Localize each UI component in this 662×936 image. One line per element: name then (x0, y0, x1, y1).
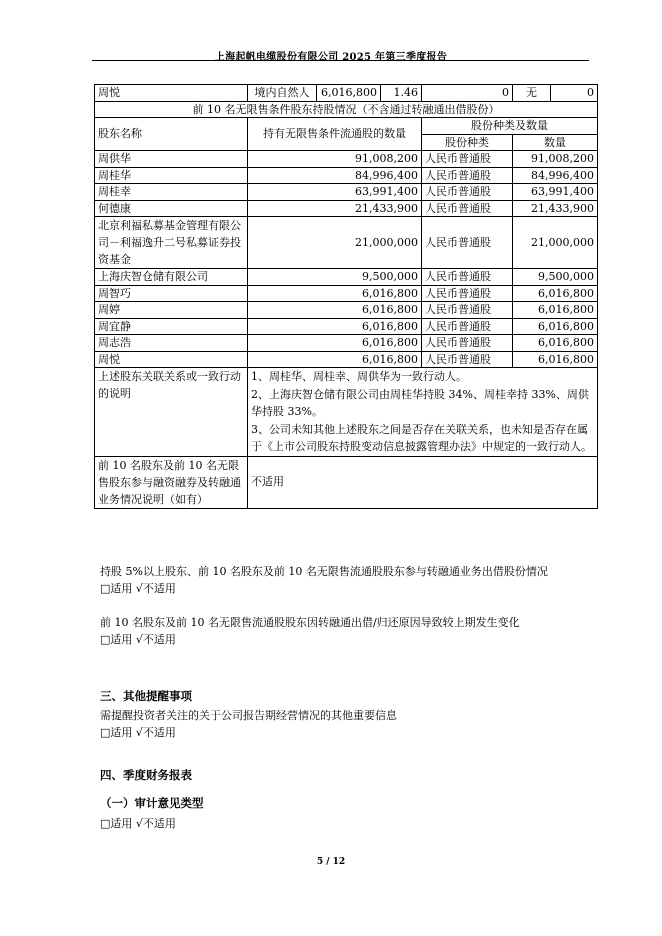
relation-line: 3、公司未知其他上述股东之间是否存在关联关系，也未知是否存在属于《上市公司股东持股变动信息披露管理办法》中规定的一致行动人。 (251, 422, 592, 453)
top-row-pledge-count: 0 (551, 85, 598, 102)
holder-count: 91,008,200 (513, 151, 598, 168)
holder-count: 6,016,800 (513, 335, 598, 352)
holder-name: 周智巧 (95, 285, 248, 302)
holder-name: 北京利福私募基金管理有限公司－利福逸升二号私募证券投资基金 (95, 217, 248, 269)
holder-name: 周桂幸 (95, 184, 248, 201)
holder-count: 9,500,000 (513, 269, 598, 286)
col-header-type-group: 股份种类及数量 (422, 118, 598, 135)
holder-qty: 6,016,800 (248, 302, 422, 319)
holder-count: 21,000,000 (513, 217, 598, 269)
holder-name: 周志浩 (95, 335, 248, 352)
table-row (95, 151, 598, 168)
top-row-pledge-status: 无 (513, 85, 551, 102)
change-options: □适用 √不适用 (100, 633, 176, 646)
relation-description (248, 368, 598, 457)
holder-count: 6,016,800 (513, 318, 598, 335)
section-financials (100, 767, 204, 832)
section-reminders (100, 688, 397, 741)
margin-trading-label: 前 10 名股东及前 10 名无限售股东参与融资融券及转融通业务情况说明（如有） (95, 456, 248, 508)
holder-name: 周供华 (95, 151, 248, 168)
top-row-shares: 6,016,800 (317, 85, 381, 102)
table-row (95, 318, 598, 335)
table-row (95, 302, 598, 319)
reminders-heading: 三、其他提醒事项 (100, 689, 192, 703)
col-header-type: 股份种类 (422, 134, 513, 151)
holder-qty: 21,433,900 (248, 200, 422, 217)
change-text: 前 10 名股东及前 10 名无限售流通股股东因转融通出借/归还原因导致较上期发生变化 (100, 616, 520, 629)
holder-type: 人民币普通股 (422, 184, 513, 201)
holder-count: 6,016,800 (513, 285, 598, 302)
holder-qty: 9,500,000 (248, 269, 422, 286)
holder-qty: 6,016,800 (248, 318, 422, 335)
holder-qty: 6,016,800 (248, 335, 422, 352)
holder-name: 何德康 (95, 200, 248, 217)
audit-opinion-heading: （一）审计意见类型 (100, 796, 204, 810)
table-row (95, 85, 598, 102)
financials-heading: 四、季度财务报表 (100, 768, 192, 782)
holder-type: 人民币普通股 (422, 335, 513, 352)
holder-type: 人民币普通股 (422, 285, 513, 302)
holder-type: 人民币普通股 (422, 351, 513, 368)
section-title: 前 10 名无限售条件股东持股情况（不含通过转融通出借股份） (95, 101, 598, 118)
holder-name: 周悦 (95, 351, 248, 368)
table-row (95, 285, 598, 302)
holder-type: 人民币普通股 (422, 318, 513, 335)
page-number: 5 / 12 (316, 857, 346, 867)
reminders-options: □适用 √不适用 (100, 726, 176, 739)
holder-count: 84,996,400 (513, 167, 598, 184)
holder-qty: 6,016,800 (248, 285, 422, 302)
holder-type: 人民币普通股 (422, 167, 513, 184)
relation-line: 1、周桂华、周桂幸、周供华为一致行动人。 (251, 370, 467, 383)
relation-line: 2、上海庆智仓储有限公司由周桂华持股 34%、周桂幸持 33%、周供华持股 33%。 (251, 387, 589, 418)
holder-qty: 91,008,200 (248, 151, 422, 168)
table-row (95, 217, 598, 269)
col-header-qty: 持有无限售条件流通股的数量 (248, 118, 422, 151)
holder-name: 周宜静 (95, 318, 248, 335)
table-row (95, 335, 598, 352)
table-row (95, 200, 598, 217)
holder-count: 6,016,800 (513, 302, 598, 319)
holder-count: 63,991,400 (513, 184, 598, 201)
holder-type: 人民币普通股 (422, 302, 513, 319)
holder-qty: 6,016,800 (248, 351, 422, 368)
holder-qty: 21,000,000 (248, 217, 422, 269)
top-row-ratio: 1.46 (381, 85, 422, 102)
table-row (95, 167, 598, 184)
section-change (100, 614, 520, 648)
top-row-nature: 境内自然人 (248, 85, 317, 102)
holder-name: 周婷 (95, 302, 248, 319)
holder-type: 人民币普通股 (422, 200, 513, 217)
holder-name: 上海庆智仓储有限公司 (95, 269, 248, 286)
header-rule (92, 60, 589, 61)
audit-opinion-options: □适用 √不适用 (100, 817, 176, 830)
col-header-name: 股东名称 (95, 118, 248, 151)
relation-label: 上述股东关联关系或一致行动的说明 (95, 368, 248, 457)
table-row (95, 351, 598, 368)
col-header-count: 数量 (513, 134, 598, 151)
holder-name: 周桂华 (95, 167, 248, 184)
holder-type: 人民币普通股 (422, 217, 513, 269)
shareholder-table (94, 84, 598, 509)
holder-type: 人民币普通股 (422, 269, 513, 286)
reminders-text: 需提醒投资者关注的关于公司报告期经营情况的其他重要信息 (100, 709, 397, 722)
margin-trading-value: 不适用 (248, 456, 598, 508)
holder-qty: 63,991,400 (248, 184, 422, 201)
lending-text: 持股 5%以上股东、前 10 名股东及前 10 名无限售流通股股东参与转融通业务出借股份情况 (100, 565, 548, 578)
holder-count: 6,016,800 (513, 351, 598, 368)
holder-type: 人民币普通股 (422, 151, 513, 168)
top-row-name: 周悦 (95, 85, 248, 102)
top-row-restricted: 0 (422, 85, 513, 102)
page-header-title: 上海起帆电缆股份有限公司 2025 年第三季度报告 (214, 52, 448, 63)
section-lending (100, 563, 548, 597)
lending-options: □适用 √不适用 (100, 582, 176, 595)
table-row (95, 269, 598, 286)
holder-qty: 84,996,400 (248, 167, 422, 184)
holder-count: 21,433,900 (513, 200, 598, 217)
table-row (95, 184, 598, 201)
